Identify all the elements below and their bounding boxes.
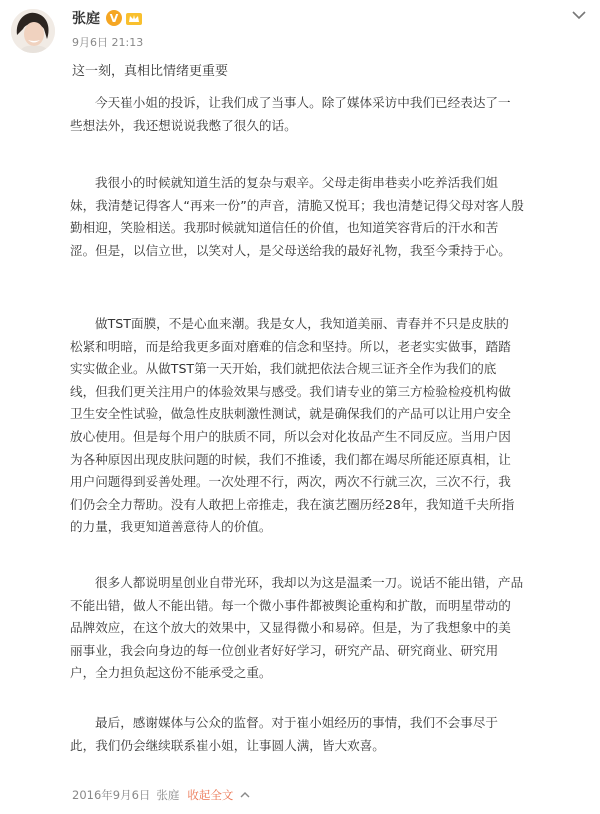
paragraph-line: 此，我们仍会继续联系崔小姐，让事圆人满，皆大欢喜。 [70, 737, 385, 753]
paragraph-line: 们仍会全力帮助。没有人敢把上帝推走，我在演艺圈历经28年，我知道千夫所指 [70, 496, 515, 512]
paragraph-line: 户，全力担负起这份不能承受之重。 [70, 665, 272, 681]
post-timestamp[interactable]: 9月6日 21:13 [72, 36, 144, 49]
author-name[interactable]: 张庭 [72, 11, 100, 27]
paragraph-line: 松紧和明暗，而是给我更多面对磨难的信念和坚持。所以，老老实实做事，踏踏 [70, 338, 511, 354]
paragraph-line: 线，但我们更关注用户的体验效果与感受。我们请专业的第三方检验检疫机构做 [70, 383, 511, 399]
avatar-image [11, 9, 55, 53]
paragraph-line: 不能出错，做人不能出错。每一个微小事件都被舆论重构和扩散，而明星带动的 [70, 597, 511, 613]
paragraph-line: 做TST面膜，不是心血来潮。我是女人，我知道美丽、青春并不只是皮肤的 [95, 316, 509, 331]
paragraph-line: 品牌效应，在这个放大的效果中，又显得微小和易碎。但是，为了我想象中的美 [70, 620, 511, 636]
post-footer [72, 787, 251, 803]
paragraph-1 [70, 92, 590, 137]
paragraph-line: 勤相迎，笑脸相送。我那时候就知道信任的价值，也知道笑容背后的汗水和苦 [70, 220, 499, 236]
paragraph-3 [70, 313, 590, 539]
paragraph-line: 实实做企业。从做TST第一天开始，我们就把依法合规三证齐全作为我们的底 [70, 361, 497, 377]
paragraph-line: 涩。但是，以信立世，以笑对人，是父母送给我的最好礼物，我至今秉持于心。 [70, 242, 511, 258]
paragraph-line: 放心使用。但是每个用户的肤质不同，所以会对化妆品产生不同反应。当用户因 [70, 428, 511, 444]
post-header [0, 0, 600, 56]
verified-v-icon: V [106, 10, 122, 26]
paragraph-line: 很多人都说明星创业自带光环，我却以为这是温柔一刀。说话不能出错，产品 [95, 575, 524, 590]
paragraph-line: 些想法外，我还想说说我憋了很久的话。 [70, 117, 297, 133]
paragraph-line: 卫生安全性试验，做急性皮肤刺激性测试，就是确保我们的产品可以让用户安全 [70, 406, 511, 422]
paragraph-5 [70, 712, 590, 757]
crown-icon [125, 10, 143, 26]
paragraph-line: 的力量，我更知道善意待人的价值。 [70, 519, 272, 535]
paragraph-line: 今天崔小姐的投诉，让我们成了当事人。除了媒体采访中我们已经表达了一 [95, 95, 511, 110]
paragraph-4 [70, 572, 590, 685]
paragraph-line: 用户问题得到妥善处理。一次处理不行，两次，两次不行就三次，三次不行，我 [70, 474, 511, 490]
footer-author: 张庭 [156, 788, 180, 802]
paragraph-line: 我很小的时候就知道生活的复杂与艰辛。父母走街串巷卖小吃养活我们姐 [95, 175, 498, 190]
avatar[interactable] [11, 9, 55, 53]
paragraph-line: 丽事业，我会向身边的每一位创业者好好学习，研究产品、研究商业、研究用 [70, 642, 499, 658]
collapse-full-text-link[interactable]: 收起全文 [187, 788, 234, 802]
author-row [72, 8, 143, 28]
chevron-up-icon[interactable] [239, 790, 251, 800]
post-date: 2016年9月6日 [72, 788, 151, 802]
paragraph-2 [70, 172, 590, 262]
post-headline: 这一刻，真相比情绪更重要 [72, 64, 229, 79]
paragraph-line: 妹，我清楚记得客人“再来一份”的声音，清脆又悦耳；我也清楚记得父母对客人殷 [70, 197, 524, 213]
paragraph-line: 最后，感谢媒体与公众的监督。对于崔小姐经历的事情，我们不会事尽于 [95, 715, 498, 730]
paragraph-line: 为各种原因出现皮肤问题的时候，我们不推诿，我们都在竭尽所能还原真相，让 [70, 451, 511, 467]
chevron-down-icon[interactable] [570, 8, 588, 22]
